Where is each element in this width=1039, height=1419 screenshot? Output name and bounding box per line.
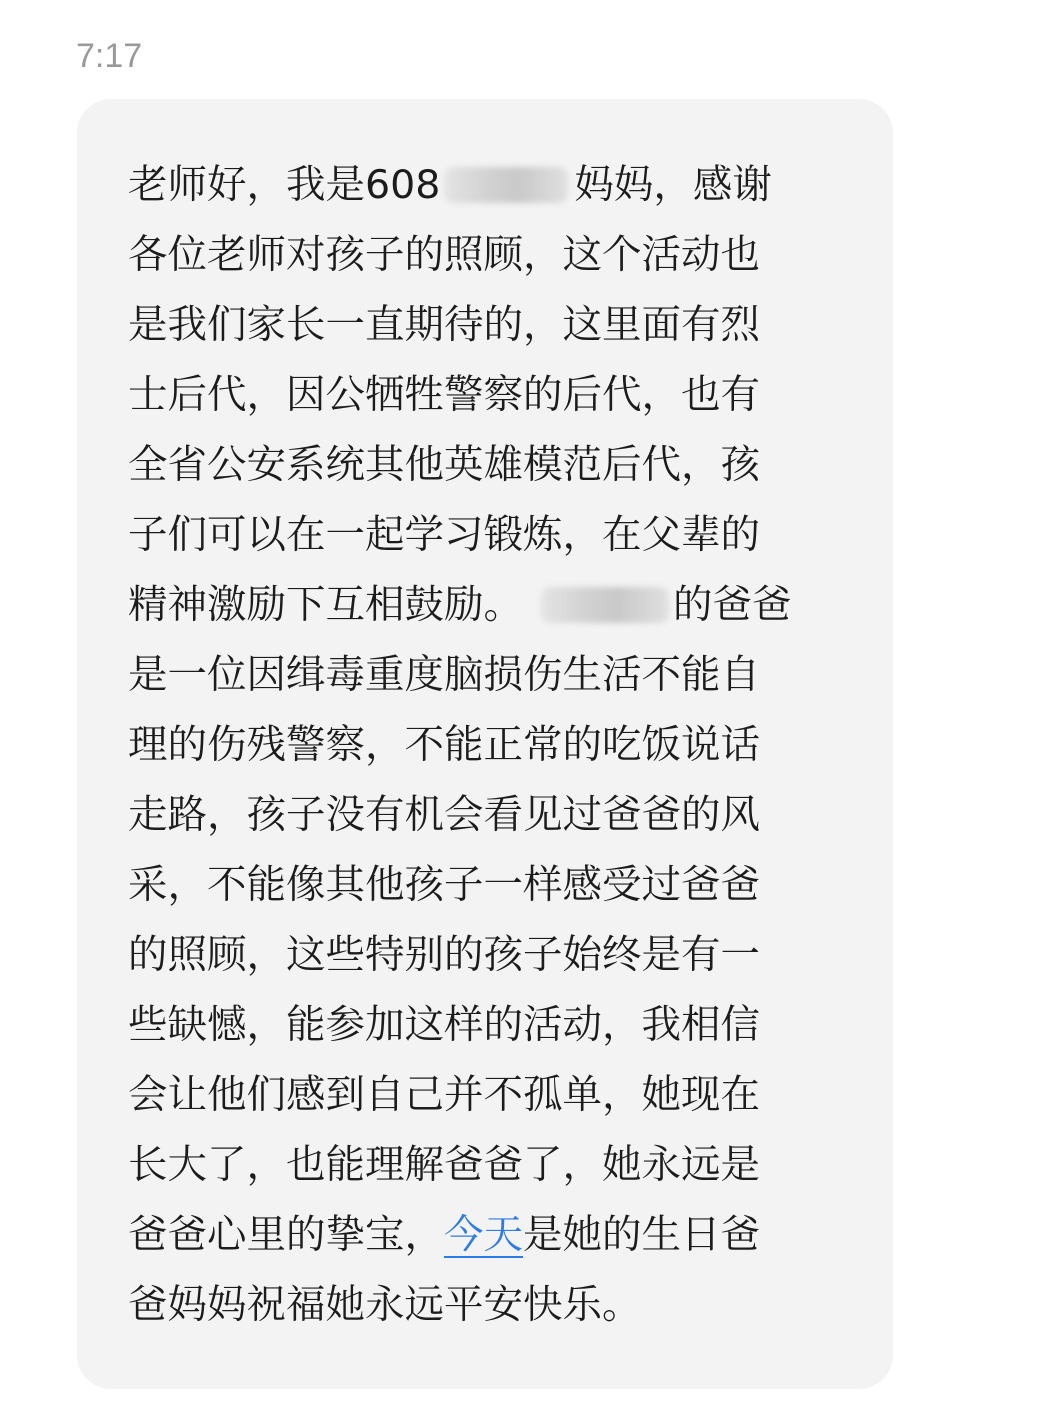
- message-text: [128, 150, 838, 1340]
- message-line: 会让他们感到自己并不孤单，她现在: [128, 1072, 760, 1118]
- message-line: 各位老师对孩子的照顾，这个活动也: [128, 232, 760, 278]
- message-line: 理的伤残警察，不能正常的吃饭说话: [128, 722, 760, 768]
- message-line: 些缺憾，能参加这样的活动，我相信: [128, 1002, 760, 1048]
- message-text-segment: 老师好，我是608: [128, 162, 441, 208]
- message-text-segment: 的爸爸: [673, 582, 792, 628]
- message-line: 的照顾，这些特别的孩子始终是有一: [128, 932, 760, 978]
- message-line: [128, 570, 838, 640]
- message-line: 士后代，因公牺牲警察的后代，也有: [128, 372, 760, 418]
- message-text-segment: 精神激励下互相鼓励。: [128, 582, 523, 628]
- message-line: 采，不能像其他孩子一样感受过爸爸: [128, 862, 760, 908]
- message-line: 长大了，也能理解爸爸了，她永远是: [128, 1142, 760, 1188]
- redacted-name-blur: [541, 587, 669, 623]
- message-line: 是我们家长一直期待的，这里面有烈: [128, 302, 760, 348]
- message-text-segment: 是她的生日爸: [523, 1212, 760, 1258]
- message-text-segment: 妈妈，感谢: [574, 162, 772, 208]
- message-line: [128, 1200, 838, 1270]
- message-line: 是一位因缉毒重度脑损伤生活不能自: [128, 652, 760, 698]
- message-line: 爸妈妈祝福她永远平安快乐。: [128, 1282, 642, 1328]
- message-line: 全省公安系统其他英雄模范后代，孩: [128, 442, 760, 488]
- message-line: 子们可以在一起学习锻炼，在父辈的: [128, 512, 760, 558]
- message-text-segment: 爸爸心里的挚宝，: [128, 1212, 444, 1258]
- message-line: 走路，孩子没有机会看见过爸爸的风: [128, 792, 760, 838]
- redacted-name-blur: [444, 167, 568, 203]
- message-timestamp: 7:17: [76, 37, 143, 75]
- message-line: [128, 150, 838, 220]
- date-link[interactable]: 今天: [444, 1212, 523, 1258]
